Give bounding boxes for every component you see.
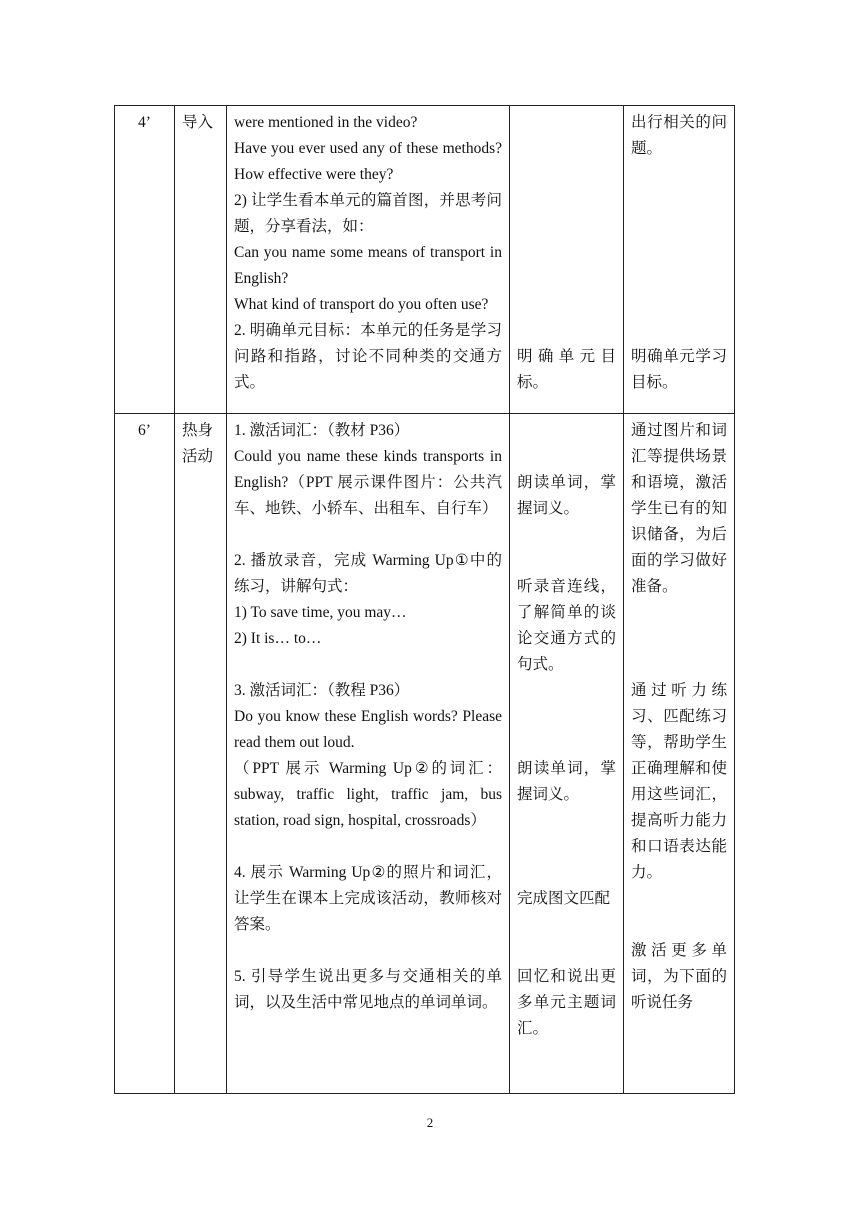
design-intent-cell xyxy=(624,106,735,414)
content-cell xyxy=(227,106,510,414)
content-line: 2. 明确单元目标：本单元的任务是学习问路和指路，讨论不同种类的交通方式。 xyxy=(234,322,502,391)
content-line: were mentioned in the video? xyxy=(234,114,418,131)
content-line: 3. 激活词汇：（教程 P36） xyxy=(234,682,410,699)
student-activity: 朗读单词，掌握词义。 xyxy=(517,760,616,803)
student-activity: 朗读单词，掌握词义。 xyxy=(517,474,616,517)
content-line: What kind of transport do you often use? xyxy=(234,296,489,313)
content-line: 2) It is… to… xyxy=(234,630,322,647)
step-cell: 热身活动 xyxy=(175,414,227,1094)
table-row xyxy=(115,414,735,1094)
lesson-plan-table xyxy=(114,105,735,1094)
table-row xyxy=(115,106,735,414)
time-cell: 6’ xyxy=(115,414,175,1094)
design-intent: 激活更多单词，为下面的听说任务 xyxy=(631,942,727,1011)
content-line: 1. 激活词汇：（教材 P36） xyxy=(234,422,410,439)
design-intent: 通过听力练习、匹配练习等，帮助学生正确理解和使用这些词汇，提高听力能力和口语表达能力。 xyxy=(631,682,727,881)
content-line: Have you ever used any of these methods? How effective were they? xyxy=(234,140,502,183)
content-line: 5. 引导学生说出更多与交通相关的单词，以及生活中常见地点的单词单词。 xyxy=(234,968,502,1011)
page-number: 2 xyxy=(426,1115,434,1130)
design-intent-cell xyxy=(624,414,735,1094)
design-intent: 明确单元学习目标。 xyxy=(631,348,727,391)
content-line: Can you name some means of transport in English? xyxy=(234,244,502,287)
student-activity-cell xyxy=(510,106,624,414)
student-activity: 完成图文匹配 xyxy=(517,890,611,907)
step-cell: 导入 xyxy=(175,106,227,414)
content-line: Could you name these kinds transports in English?（PPT 展示课件图片：公共汽车、地铁、小轿车、出租车、自行车） xyxy=(234,448,502,517)
content-line: Do you know these English words? Please read them out loud. xyxy=(234,708,502,751)
content-line: 2. 播放录音，完成 Warming Up①中的练习，讲解句式： xyxy=(234,552,502,595)
student-activity: 听录音连线，了解简单的谈论交通方式的句式。 xyxy=(517,578,616,673)
student-activity-cell xyxy=(510,414,624,1094)
content-cell xyxy=(227,414,510,1094)
content-line: 4. 展示 Warming Up②的照片和词汇， 让学生在课本上完成该活动，教师核对答案。 xyxy=(234,864,502,933)
design-intent: 出行相关的问题。 xyxy=(631,114,727,157)
time-cell: 4’ xyxy=(115,106,175,414)
student-activity: 回忆和说出更多单元主题词汇。 xyxy=(517,968,616,1037)
content-line: （PPT 展示 Warming Up②的词汇：subway, traffic light, traffic jam, bus station, road sign, hospital, crossroads） xyxy=(234,760,502,829)
design-intent: 通过图片和词汇等提供场景和语境，激活学生已有的知识储备，为后面的学习做好准备。 xyxy=(631,422,727,595)
content-line: 1) To save time, you may… xyxy=(234,604,407,621)
content-line: 2) 让学生看本单元的篇首图，并思考问题，分享看法，如： xyxy=(234,192,502,235)
student-activity: 明确单元目标。 xyxy=(517,348,616,391)
